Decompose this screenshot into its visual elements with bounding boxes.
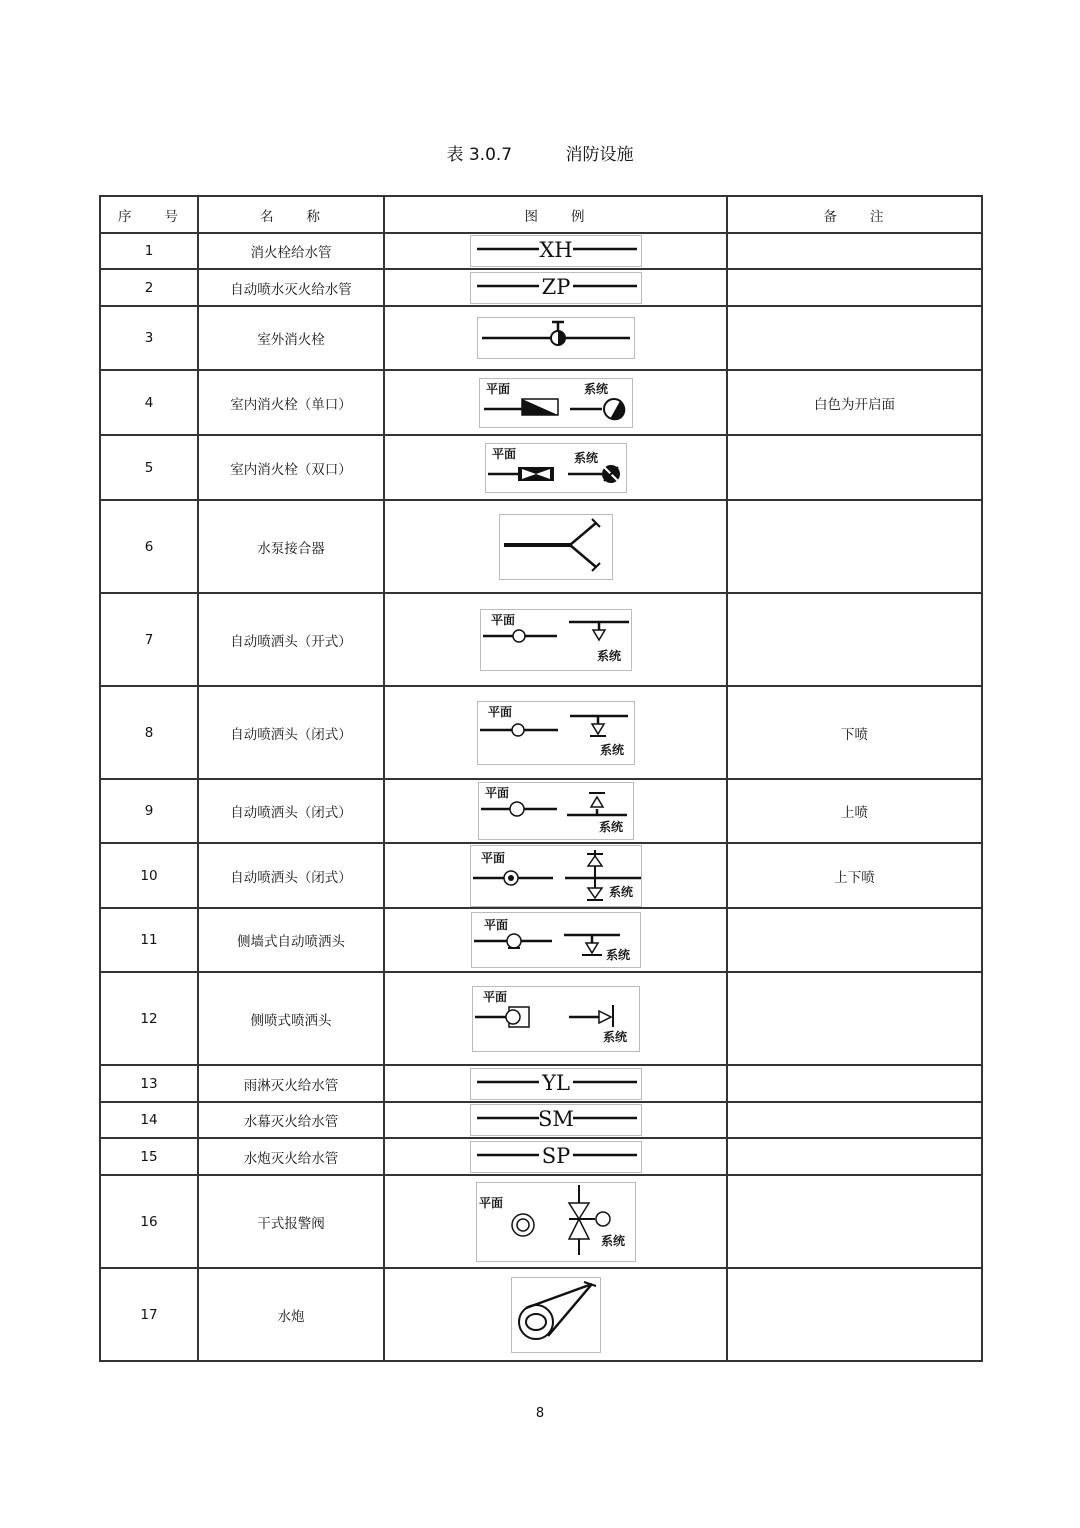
pipe-symbol-icon — [470, 235, 642, 267]
row-number: 17 — [100, 1268, 198, 1361]
header-name: 名 称 — [198, 196, 384, 233]
row-number: 10 — [100, 843, 198, 908]
row-number: 14 — [100, 1102, 198, 1138]
note: 下喷 — [727, 686, 982, 779]
header-note: 备 注 — [727, 196, 982, 233]
table-title — [0, 140, 1080, 165]
facility-name: 侧喷式喷洒头 — [198, 972, 384, 1065]
facility-name: 雨淋灭火给水管 — [198, 1065, 384, 1102]
sprinkler-updown-symbol-icon — [470, 845, 642, 907]
pipe-symbol-icon — [470, 1104, 642, 1136]
note — [727, 1102, 982, 1138]
legend-cell — [384, 1268, 727, 1361]
table-row — [100, 1065, 982, 1102]
facility-name: 水炮 — [198, 1268, 384, 1361]
note — [727, 1065, 982, 1102]
pump-connector-symbol-icon — [499, 514, 613, 580]
row-number: 2 — [100, 269, 198, 306]
table-row — [100, 500, 982, 593]
svg-text:系统: 系统 — [602, 1029, 627, 1044]
table-header-row — [100, 196, 982, 233]
pipe-symbol-icon — [470, 1068, 642, 1100]
note — [727, 435, 982, 500]
facility-name: 水幕灭火给水管 — [198, 1102, 384, 1138]
header-legend: 图 例 — [384, 196, 727, 233]
svg-text:系统: 系统 — [608, 884, 633, 899]
row-number: 6 — [100, 500, 198, 593]
svg-text:XH: XH — [538, 238, 573, 262]
legend-cell — [384, 269, 727, 306]
table-row — [100, 233, 982, 269]
table-row — [100, 1268, 982, 1361]
legend-cell — [384, 1102, 727, 1138]
table-row — [100, 1102, 982, 1138]
header-no: 序 号 — [100, 196, 198, 233]
water-cannon-symbol-icon — [511, 1277, 601, 1353]
page-number: 8 — [535, 1406, 545, 1421]
row-number: 3 — [100, 306, 198, 370]
svg-text:系统: 系统 — [573, 450, 598, 465]
outdoor-hydrant-symbol-icon — [477, 317, 635, 359]
note: 上下喷 — [727, 843, 982, 908]
pipe-symbol-icon — [470, 1141, 642, 1173]
row-number: 15 — [100, 1138, 198, 1175]
svg-text:平面: 平面 — [490, 612, 515, 627]
svg-text:SP: SP — [541, 1143, 570, 1168]
svg-text:系统: 系统 — [596, 648, 621, 663]
note — [727, 1175, 982, 1268]
note — [727, 500, 982, 593]
legend-cell — [384, 1065, 727, 1102]
table-row — [100, 686, 982, 779]
table-row — [100, 435, 982, 500]
table-row — [100, 972, 982, 1065]
svg-text:平面: 平面 — [484, 786, 509, 800]
table-row — [100, 269, 982, 306]
legend-cell — [384, 233, 727, 269]
table-row — [100, 843, 982, 908]
facility-name: 侧墙式自动喷洒头 — [198, 908, 384, 972]
svg-text:SM: SM — [537, 1107, 574, 1131]
svg-text:ZP: ZP — [541, 274, 570, 299]
table-name: 消防设施 — [565, 145, 634, 165]
row-number: 11 — [100, 908, 198, 972]
legend-cell — [384, 593, 727, 686]
svg-text:系统: 系统 — [605, 948, 630, 962]
sprinkler-up-symbol-icon — [478, 782, 634, 840]
legend-cell — [384, 843, 727, 908]
note: 白色为开启面 — [727, 370, 982, 435]
facility-name: 消火栓给水管 — [198, 233, 384, 269]
svg-text:平面: 平面 — [480, 850, 505, 865]
note — [727, 908, 982, 972]
table-row — [100, 593, 982, 686]
legend-cell — [384, 779, 727, 843]
svg-text:平面: 平面 — [491, 446, 516, 461]
fire-facilities-table — [99, 195, 983, 1362]
svg-text:平面: 平面 — [485, 381, 510, 396]
legend-cell — [384, 686, 727, 779]
row-number: 1 — [100, 233, 198, 269]
note: 上喷 — [727, 779, 982, 843]
row-number: 7 — [100, 593, 198, 686]
svg-text:系统: 系统 — [583, 381, 608, 396]
sprinkler-open-symbol-icon — [480, 609, 632, 671]
facility-name: 室外消火栓 — [198, 306, 384, 370]
dry-alarm-valve-symbol-icon — [476, 1182, 636, 1262]
legend-cell — [384, 306, 727, 370]
facility-name: 自动喷水灭火给水管 — [198, 269, 384, 306]
facility-name: 室内消火栓（双口） — [198, 435, 384, 500]
row-number: 8 — [100, 686, 198, 779]
pipe-symbol-icon — [470, 272, 642, 304]
legend-cell — [384, 972, 727, 1065]
indoor-hydrant-single-symbol-icon — [479, 378, 633, 428]
svg-text:平面: 平面 — [482, 989, 507, 1004]
legend-cell — [384, 370, 727, 435]
svg-text:平面: 平面 — [483, 918, 508, 932]
table-row — [100, 306, 982, 370]
row-number: 13 — [100, 1065, 198, 1102]
legend-cell — [384, 435, 727, 500]
svg-text:平面: 平面 — [487, 704, 512, 719]
facility-name: 水泵接合器 — [198, 500, 384, 593]
row-number: 9 — [100, 779, 198, 843]
note — [727, 1268, 982, 1361]
svg-text:平面: 平面 — [478, 1195, 503, 1210]
note — [727, 1138, 982, 1175]
facility-name: 自动喷洒头（开式） — [198, 593, 384, 686]
row-number: 4 — [100, 370, 198, 435]
legend-cell — [384, 1138, 727, 1175]
note — [727, 972, 982, 1065]
sprinkler-sidewall-symbol-icon — [471, 912, 641, 968]
row-number: 16 — [100, 1175, 198, 1268]
note — [727, 269, 982, 306]
svg-text:系统: 系统 — [599, 742, 624, 757]
facility-name: 室内消火栓（单口） — [198, 370, 384, 435]
table-number: 表 3.0.7 — [446, 145, 513, 165]
sprinkler-down-symbol-icon — [477, 701, 635, 765]
sprinkler-side-symbol-icon — [472, 986, 640, 1052]
facility-name: 自动喷洒头（闭式） — [198, 843, 384, 908]
facility-name: 自动喷洒头（闭式） — [198, 779, 384, 843]
svg-text:YL: YL — [541, 1070, 570, 1095]
note — [727, 593, 982, 686]
svg-text:系统: 系统 — [598, 820, 623, 834]
svg-text:系统: 系统 — [600, 1233, 625, 1248]
table-row — [100, 908, 982, 972]
legend-cell — [384, 500, 727, 593]
note — [727, 233, 982, 269]
table-row — [100, 1138, 982, 1175]
row-number: 12 — [100, 972, 198, 1065]
legend-cell — [384, 1175, 727, 1268]
table-row — [100, 370, 982, 435]
facility-name: 自动喷洒头（闭式） — [198, 686, 384, 779]
legend-cell — [384, 908, 727, 972]
facility-name: 干式报警阀 — [198, 1175, 384, 1268]
note — [727, 306, 982, 370]
table-row — [100, 1175, 982, 1268]
facility-name: 水炮灭火给水管 — [198, 1138, 384, 1175]
indoor-hydrant-double-symbol-icon — [485, 443, 627, 493]
table-row — [100, 779, 982, 843]
row-number: 5 — [100, 435, 198, 500]
